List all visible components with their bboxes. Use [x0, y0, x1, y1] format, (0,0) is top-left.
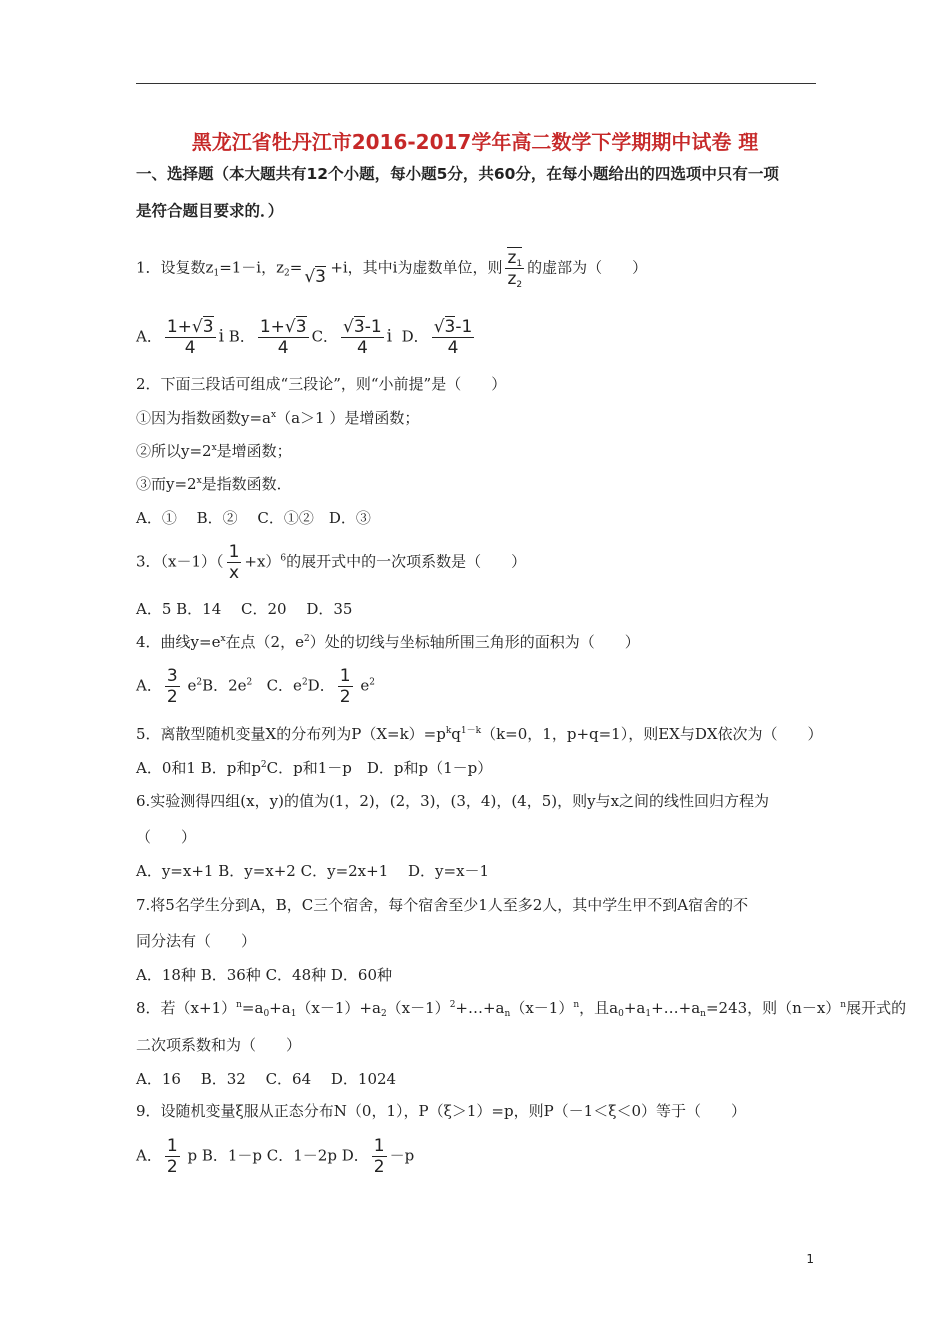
question-1-options: A． $\frac{1+√3}{4}$ i B． $\frac{1+√3}{4}$ C． $\frac{√3-1}{4}$ i D． $\frac{√3-1}{4}$	[136, 317, 473, 358]
option-a-fraction: $\frac{1+√3}{4}$	[166, 317, 214, 358]
q2-statement-2: ②所以$y=2^x$是增函数；	[136, 442, 292, 460]
question-6-cont: （ ）	[136, 828, 197, 846]
document-title: 黑龙江省牡丹江市2016-2017学年高二数学下学期期中试卷 理	[191, 130, 759, 154]
q6-options: A．y=x+1 B．y=x+2 C．y=2x+1 D．y=x－1	[136, 862, 490, 880]
question-7-cont: 同分法有（ ）	[136, 932, 257, 950]
option-c-fraction: $\frac{√3-1}{4}$	[343, 317, 382, 358]
one-half-d: $\frac{1}{2}$	[373, 1136, 385, 1177]
option-b-fraction: $\frac{1+√3}{4}$	[259, 317, 307, 358]
q4-options: A． $\frac{3}{2}$ $e^2B$．$2e^2$ C．$e^2D$． $\frac{1}{2}$ $e^2$	[136, 666, 375, 707]
question-5: 5．离散型随机变量X的分布列为$P(X=k)=p^kq^{1-k}(k=0$，1，p+q=1），则EX与DX依次为（ ）	[136, 725, 823, 743]
section-heading: 一、选择题（本大题共有12个小题，每小题5分，共60分，在每小题给出的四选项中只有一项	[136, 165, 779, 183]
one-over-x: $\frac{1}{x}$	[228, 542, 240, 583]
question-4: 4．曲线$y=e^x$在点（2，$e^2$）处的切线与坐标轴所围三角形的面积为（ ）	[136, 633, 640, 651]
option-d-fraction: $\frac{√3-1}{4}$	[433, 317, 473, 358]
question-3: 3．（x－1）（ $\frac{1}{x}$ +x）$^6$的展开式中的一次项系数是（ ）	[136, 542, 527, 583]
page-number: 1	[806, 1252, 814, 1266]
q9-options: A． $\frac{1}{2}$ p B．1－p C．1－2p D． $\frac{1}{2}$ －p	[136, 1136, 415, 1177]
question-2: 2．下面三段话可组成“三段论”，则“小前提”是（ ）	[136, 375, 507, 393]
q5-options: A．0和1 B．p和$p^2C$．p和1－p D．p和p（1－p）	[136, 759, 493, 777]
section-heading-cont: 是符合题目要求的．）	[136, 202, 284, 220]
question-8: 8．若$(x+1)^n=a_0+a_1(x-1)+a_2(x-1)^2+\dots+a_n(x-1)^n$，且$a_0+a_1+\dots+a_n=243$，则$(n-x)^n$展开式的	[136, 999, 907, 1019]
q3-options: A．5 B．14 C．20 D．35	[136, 600, 353, 618]
q8-options: A．16 B．32 C．64 D．1024	[136, 1070, 397, 1088]
one-half: $\frac{1}{2}$	[339, 666, 351, 707]
three-halves: $\frac{3}{2}$	[166, 666, 178, 707]
q2-statement-1: ①因为指数函数$y=a^x(a>1$ ）是增函数；	[136, 409, 420, 427]
conj-z1-over-z2: $\frac{z_1}{z_2}$	[507, 248, 523, 290]
q2-options: A．① B．② C．①② D．③	[136, 509, 371, 527]
q2-statement-3: ③而$y=2^x$是指数函数．	[136, 475, 292, 493]
header-rule	[136, 83, 816, 84]
q7-options: A．18种 B．36种 C．48种 D．60种	[136, 966, 393, 984]
question-7: 7.将5名学生分到A，B，C三个宿舍，每个宿舍至少1人至多2人，其中学生甲不到A宿舍的不	[136, 896, 749, 914]
question-1: 1．设复数$z_1=1-i$，$z_2=$ √3 +i，其中i为虚数单位，则 $\frac{z_1}{z_2}$ 的虚部为（ ）	[136, 248, 648, 290]
question-6: 6.实验测得四组(x，y)的值为(1，2)，(2，3)，(3，4)，(4，5)，则y与x之间的线性回归方程为	[136, 792, 770, 810]
question-9: 9．设随机变量ξ服从正态分布N（0，1），P（ξ＞1）=p，则P（－1＜ξ＜0）等于（ ）	[136, 1102, 747, 1120]
one-half-a: $\frac{1}{2}$	[166, 1136, 178, 1177]
question-8-cont: 二次项系数和为（ ）	[136, 1036, 302, 1054]
sqrt3-denominator: √3	[304, 266, 326, 287]
